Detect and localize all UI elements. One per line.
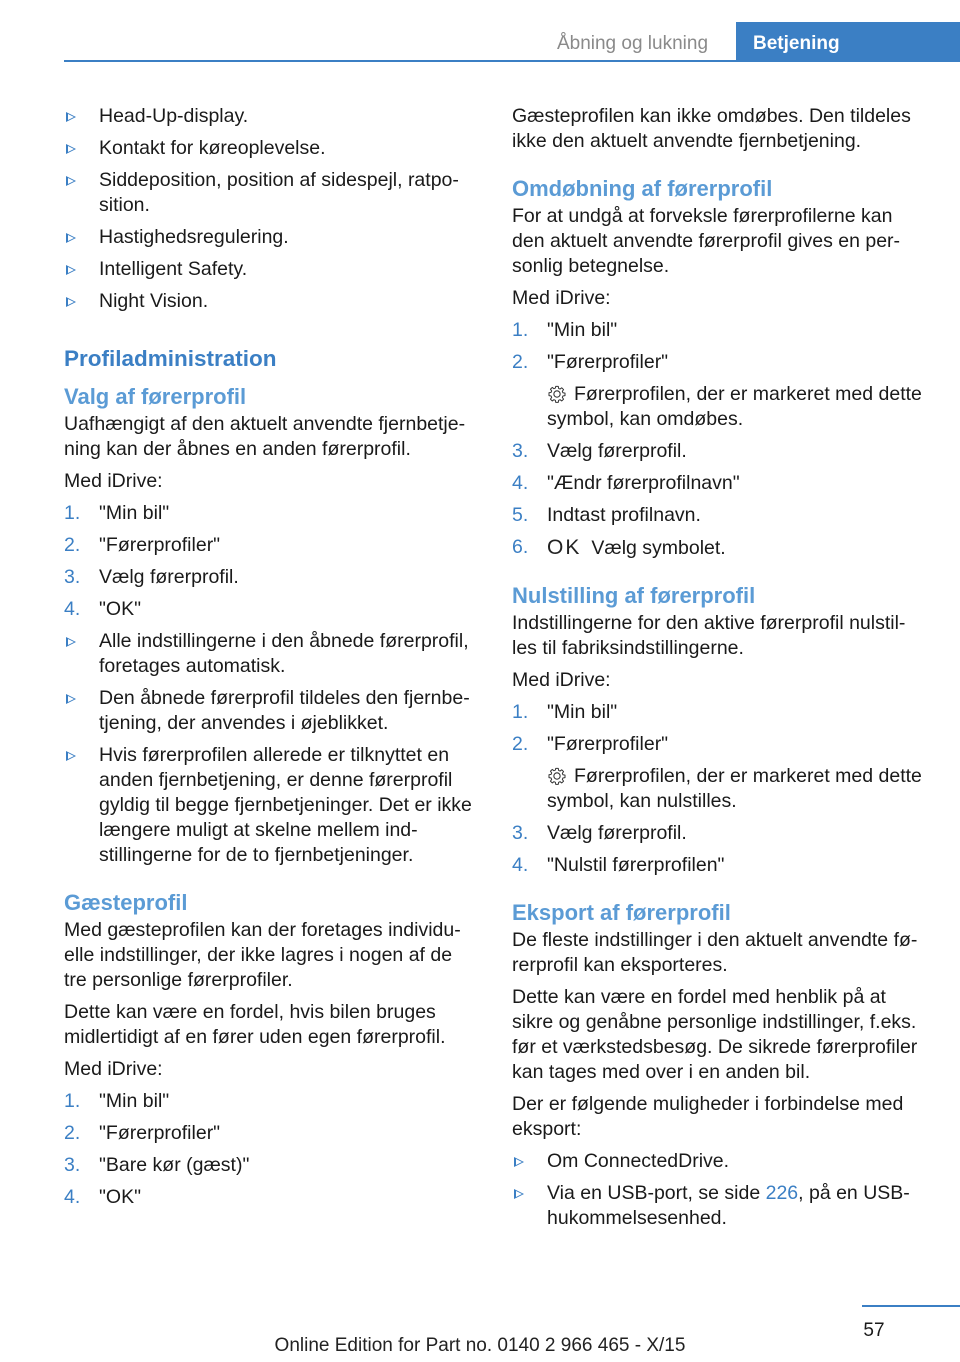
section-heading: Profiladministration <box>64 346 277 371</box>
step-item: 3. Vælg førerprofil. <box>512 822 687 844</box>
list-item: Hvis førerprofilen allerede er tilknyttet en anden fjernbetjening, er denne førerprofil gyldig til begge fjernbetjeninger. Det er ikke længere muligt at skelne mellem ind-stillingerne for de to fjernbetjeninger. <box>64 743 478 868</box>
subsection-heading: Omdøbning af førerprofil <box>512 176 773 201</box>
list-item: Via en USB-port, se side 226, på en USB-hukommelsesenhed. <box>512 1181 930 1231</box>
header-chapter-tab: Betjening <box>736 22 960 62</box>
step-item: 1. "Min bil" <box>64 1090 170 1112</box>
subsection-heading: Valg af førerprofil <box>64 384 247 409</box>
gear-icon <box>548 767 566 785</box>
gear-icon <box>548 385 566 403</box>
bullet-triangle-icon <box>66 694 76 704</box>
step-item: 1. "Min bil" <box>512 701 618 723</box>
list-item: Night Vision. <box>64 289 478 314</box>
note-list <box>64 629 478 868</box>
step-note: Førerprofilen, der er markeret med dette symbol, kan nulstilles. <box>547 765 922 812</box>
paragraph: Med iDrive: <box>512 287 611 309</box>
step-item: 3. Vælg førerprofil. <box>64 566 239 588</box>
paragraph: Indstillingerne for den aktive førerprofil nulstil-les til fabriksindstillingerne. <box>512 612 906 659</box>
step-list <box>64 1089 478 1210</box>
step-item: 6. OK Vælg symbolet. <box>512 536 726 559</box>
step-item: 3. "Bare kør (gæst)" <box>64 1154 250 1176</box>
step-list <box>512 318 930 561</box>
left-column <box>64 104 478 1217</box>
right-column <box>512 104 930 1238</box>
ok-symbol-icon: OK <box>547 536 582 559</box>
list-item: Alle indstillingerne i den åbnede førerprofil, foretages automatisk. <box>64 629 478 679</box>
paragraph: Der er følgende muligheder i forbindelse med eksport: <box>512 1093 904 1140</box>
step-item: 2. "Førerprofiler" <box>64 534 221 556</box>
list-item: Kontakt for køreoplevelse. <box>64 136 478 161</box>
paragraph: Med iDrive: <box>64 1058 163 1080</box>
paragraph: Med iDrive: <box>64 470 163 492</box>
subsection-heading: Gæsteprofil <box>64 890 188 915</box>
step-item: 4. "OK" <box>64 598 142 620</box>
page-number: 57 <box>863 1320 885 1341</box>
list-item: Hastighedsregulering. <box>64 225 478 250</box>
bullet-triangle-icon <box>514 1189 524 1199</box>
list-item: Head-Up-display. <box>64 104 478 129</box>
list-item: Den åbnede førerprofil tildeles den fjernbe-tjening, der anvendes i øjeblikket. <box>64 686 478 736</box>
bullet-triangle-icon <box>66 297 76 307</box>
step-item: 2. "Førerprofiler" <box>64 1122 221 1144</box>
paragraph: Med gæsteprofilen kan der foretages individu-elle indstillinger, der ikke lagres i nogen af de tre personlige førerprofiler. <box>64 919 461 991</box>
footer-edition: Online Edition for Part no. 0140 2 966 465 - X/15 <box>274 1335 686 1356</box>
bullet-triangle-icon <box>66 112 76 122</box>
paragraph: Uafhængigt af den aktuelt anvendte fjernbetje-ning kan der åbnes en anden førerprofil. <box>64 413 466 460</box>
list-item: Siddeposition, position af sidespejl, ratpo-sition. <box>64 168 478 218</box>
step-list <box>64 501 478 622</box>
step-item: 3. Vælg førerprofil. <box>512 440 687 462</box>
step-item: 4. "Ændr førerprofilnavn" <box>512 472 740 494</box>
bullet-triangle-icon <box>66 265 76 275</box>
bullet-triangle-icon <box>66 233 76 243</box>
step-item: 5. Indtast profilnavn. <box>512 504 701 526</box>
step-item: 4. "Nulstil førerprofilen" <box>512 854 725 876</box>
feature-list <box>64 104 478 314</box>
bullet-triangle-icon <box>66 144 76 154</box>
export-options-list <box>512 1149 930 1231</box>
list-item: Om ConnectedDrive. <box>512 1149 930 1174</box>
header-section-title: Åbning og lukning <box>556 33 709 54</box>
step-item: 1. "Min bil" <box>512 319 618 341</box>
paragraph: De fleste indstillinger i den aktuelt anvendte fø-rerprofil kan eksporteres. <box>512 929 918 976</box>
bullet-triangle-icon <box>514 1157 524 1167</box>
step-note: Førerprofilen, der er markeret med dette symbol, kan omdøbes. <box>547 383 922 430</box>
paragraph: Med iDrive: <box>512 669 611 691</box>
bullet-triangle-icon <box>66 751 76 761</box>
step-item: 4. "OK" <box>64 1186 142 1208</box>
step-item: 2. "Førerprofiler" Førerprofilen, der er markeret med dette symbol, kan omdøbes. <box>512 350 930 432</box>
paragraph: Dette kan være en fordel, hvis bilen bruges midlertidigt af en fører uden egen førerprofil. <box>64 1001 446 1048</box>
page-reference-link[interactable]: 226 <box>765 1182 799 1204</box>
bullet-triangle-icon <box>66 176 76 186</box>
list-item: Intelligent Safety. <box>64 257 478 282</box>
step-list <box>512 700 930 878</box>
step-item: 1. "Min bil" <box>64 502 170 524</box>
paragraph: For at undgå at forveksle førerprofilerne kan den aktuelt anvendte førerprofil gives en per-sonlig betegnelse. <box>512 205 901 277</box>
subsection-heading: Eksport af førerprofil <box>512 900 731 925</box>
subsection-heading: Nulstilling af førerprofil <box>512 583 756 608</box>
step-item: 2. "Førerprofiler" Førerprofilen, der er markeret med dette symbol, kan nulstilles. <box>512 732 930 814</box>
bullet-triangle-icon <box>66 637 76 647</box>
footer-rule <box>862 1305 960 1307</box>
paragraph: Gæsteprofilen kan ikke omdøbes. Den tildeles ikke den aktuelt anvendte fjernbetjening. <box>512 105 911 152</box>
paragraph: Dette kan være en fordel med henblik på at sikre og genåbne personlige indstillinger, f.eks. før et værkstedsbesøg. De sikrede førerprofiler kan tages med over i en anden bil. <box>512 986 918 1083</box>
